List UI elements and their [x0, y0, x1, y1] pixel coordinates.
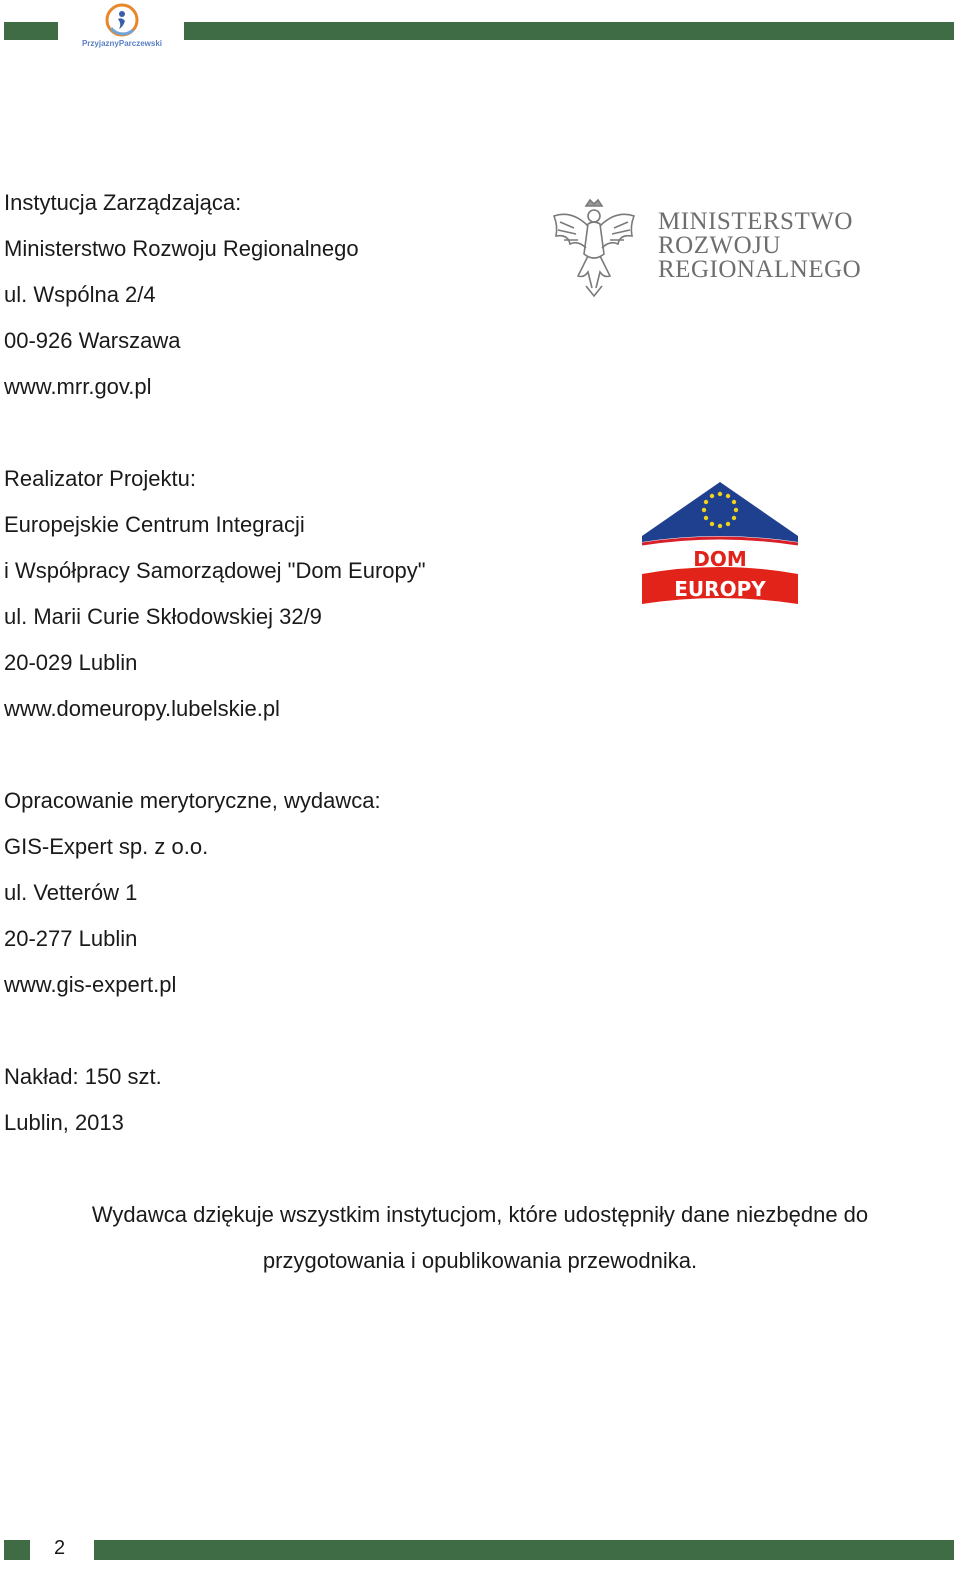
institution-block — [4, 180, 359, 410]
mrr-logo-text — [658, 210, 861, 282]
print-block — [4, 1054, 162, 1146]
thanks-note — [0, 1192, 960, 1284]
dom-europy-logo — [640, 480, 800, 608]
dom-europy-logo-top: DOM — [693, 547, 747, 571]
realizer-name-line2: i Współpracy Samorządowej "Dom Europy" — [4, 558, 426, 583]
publisher-block — [4, 778, 381, 1008]
realizer-city: 20-029 Lublin — [4, 650, 138, 675]
mrr-logo-line-1: MINISTERSTWO — [658, 208, 853, 235]
realizer-web[interactable]: www.domeuropy.lubelskie.pl — [4, 696, 280, 721]
header-logo — [72, 2, 172, 54]
footer-bar-right — [94, 1540, 954, 1560]
institution-name: Ministerstwo Rozwoju Regionalnego — [4, 236, 359, 261]
footer-bar-left — [4, 1540, 30, 1560]
institution-web[interactable]: www.mrr.gov.pl — [4, 374, 152, 399]
page-number: 2 — [54, 1537, 66, 1559]
realizer-name-line1: Europejskie Centrum Integracji — [4, 512, 305, 537]
header-logo-text: PrzyjaznyParczewski — [81, 39, 163, 48]
mrr-logo-line-3: REGIONALNEGO — [658, 256, 862, 283]
przyjazny-parczewski-logo-icon — [105, 2, 139, 38]
header-bar-right — [184, 22, 954, 40]
mrr-logo-line-2: ROZWOJU — [658, 232, 781, 259]
place-year: Lublin, 2013 — [4, 1110, 124, 1135]
header-bar-left — [4, 22, 58, 40]
institution-heading: Instytucja Zarządzająca: — [4, 190, 242, 215]
polish-eagle-icon — [548, 196, 640, 300]
dom-europy-logo-bottom: EUROPY — [674, 577, 766, 601]
publisher-city: 20-277 Lublin — [4, 926, 138, 951]
publisher-name: GIS-Expert sp. z o.o. — [4, 834, 209, 859]
realizer-heading: Realizator Projektu: — [4, 466, 196, 491]
institution-city: 00-926 Warszawa — [4, 328, 181, 353]
thanks-line1: Wydawca dziękuje wszystkim instytucjom, które udostępniły dane niezbędne do — [91, 1202, 869, 1227]
realizer-block — [4, 456, 426, 732]
publisher-web[interactable]: www.gis-expert.pl — [4, 972, 177, 997]
circulation: Nakład: 150 szt. — [4, 1064, 162, 1089]
mrr-logo — [548, 196, 868, 300]
institution-street: ul. Wspólna 2/4 — [4, 282, 156, 307]
publisher-street: ul. Vetterów 1 — [4, 880, 138, 905]
thanks-line2: przygotowania i opublikowania przewodnika. — [262, 1248, 698, 1273]
publisher-heading: Opracowanie merytoryczne, wydawca: — [4, 788, 381, 813]
realizer-street: ul. Marii Curie Skłodowskiej 32/9 — [4, 604, 322, 629]
